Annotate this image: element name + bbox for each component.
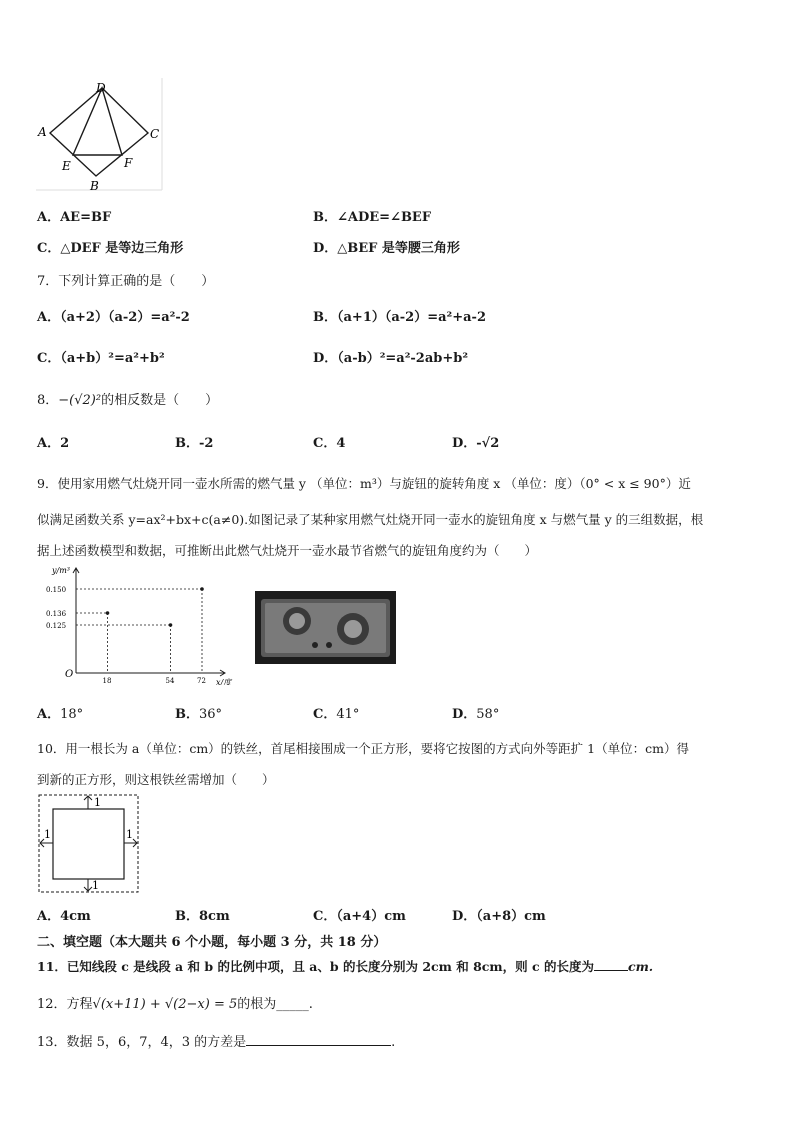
q8-expression: −(√2)² — [58, 393, 102, 408]
q10-line-1: 10．用一根长为 a（单位：cm）的铁丝，首尾相接围成一个正方形，要将它按图的方式向外等距扩 1（单位：cm）得 — [37, 741, 689, 756]
q8-option-a: A．2 — [37, 436, 70, 451]
q13: 13．数据 5，6，7，4，3 的方差是 . — [37, 1035, 396, 1050]
label-right: 1 — [126, 828, 133, 841]
x-tick-label: 72 — [197, 677, 206, 685]
section-2-heading: 二、填空题（本大题共 6 个小题，每小题 3 分，共 18 分） — [37, 935, 387, 950]
data-point — [200, 587, 204, 591]
q10-option-d: D．（a+8）cm — [452, 909, 546, 924]
q9-line-3: 据上述函数模型和数据，可推断出此燃气灶烧开一壶水最节省燃气的旋钮角度约为（ ） — [37, 543, 538, 558]
label-A: A — [38, 125, 47, 139]
q7-option-d: D．（a-b）²=a²-2ab+b² — [313, 351, 469, 366]
gas-stove-photo — [255, 591, 396, 664]
gas-usage-chart — [44, 563, 240, 685]
q12: 12．方程√(x+11) + √(2−x) = 5的根为_____. — [37, 997, 313, 1012]
q7-stem: 7．下列计算正确的是（ ） — [37, 274, 215, 289]
rhombus-figure — [36, 78, 166, 194]
q8-stem: 8．−(√2)²的相反数是（ ） — [37, 393, 219, 408]
x-tick-label: 54 — [165, 677, 175, 685]
q6-option-c: C．△DEF 是等边三角形 — [37, 241, 184, 256]
q9-option-a: A．18° — [37, 707, 84, 722]
label-bottom: 1 — [92, 879, 99, 892]
q7-option-b: B．（a+1）（a-2）=a²+a-2 — [313, 310, 486, 325]
q10-option-a: A．4cm — [37, 909, 91, 924]
q9-line-2: 似满足函数关系 y=ax²+bx+c(a≠0).如图记录了某种家用燃气灶烧开同一壶水的旋钮角度 x 与燃气量 y 的三组数据，根 — [37, 512, 704, 527]
q8-option-b: B．-2 — [175, 436, 214, 451]
stove-icon — [255, 591, 396, 664]
q13-blank[interactable] — [246, 1045, 391, 1046]
y-tick-label: 0.150 — [46, 586, 67, 594]
label-left: 1 — [44, 828, 51, 841]
q6-option-b: B．∠ADE=∠BEF — [313, 210, 432, 225]
q10-option-c: C．（a+4）cm — [313, 909, 406, 924]
q9-line-1: 9．使用家用燃气灶烧开同一壶水所需的燃气量 y （单位：m³）与旋钮的旋转角度 x （单位：度）（0° < x ≤ 90°）近 — [37, 476, 691, 491]
label-F: F — [124, 156, 133, 170]
q9-option-d: D．58° — [452, 707, 500, 722]
label-E: E — [62, 159, 71, 173]
q7-option-a: A．（a+2）（a-2）=a²-2 — [37, 310, 190, 325]
x-axis-label: x/度 — [216, 678, 232, 685]
q8-option-c: C．4 — [313, 436, 346, 451]
q9-option-b: B．36° — [175, 707, 223, 722]
q10-line-2: 到新的正方形，则这根铁丝需增加（ ） — [37, 772, 275, 787]
q6-option-a: A．AE=BF — [37, 210, 112, 225]
label-C: C — [150, 127, 160, 141]
square-expansion-figure — [38, 794, 140, 894]
q7-option-c: C．（a+b）²=a²+b² — [37, 351, 165, 366]
y-tick-label: 0.136 — [46, 610, 67, 618]
q11-blank[interactable] — [594, 970, 628, 971]
q9-option-c: C．41° — [313, 707, 360, 722]
label-B: B — [90, 179, 99, 193]
x-tick-label: 18 — [102, 677, 112, 685]
data-point — [106, 611, 110, 615]
q8-option-d: D．-√2 — [452, 436, 500, 451]
y-axis-label: y/m³ — [52, 566, 71, 575]
q11: 11．已知线段 c 是线段 a 和 b 的比例中项，且 a、b 的长度分别为 2cm 和 8cm，则 c 的长度为 cm. — [37, 959, 654, 974]
q10-option-b: B．8cm — [175, 909, 230, 924]
origin-label: O — [65, 669, 74, 680]
q6-option-d: D．△BEF 是等腰三角形 — [313, 241, 460, 256]
y-tick-label: 0.125 — [46, 622, 67, 630]
label-top: 1 — [94, 796, 101, 809]
q12-equation: √(x+11) + √(2−x) = 5 — [92, 997, 238, 1012]
label-D: D — [96, 81, 106, 95]
data-point — [169, 623, 173, 627]
